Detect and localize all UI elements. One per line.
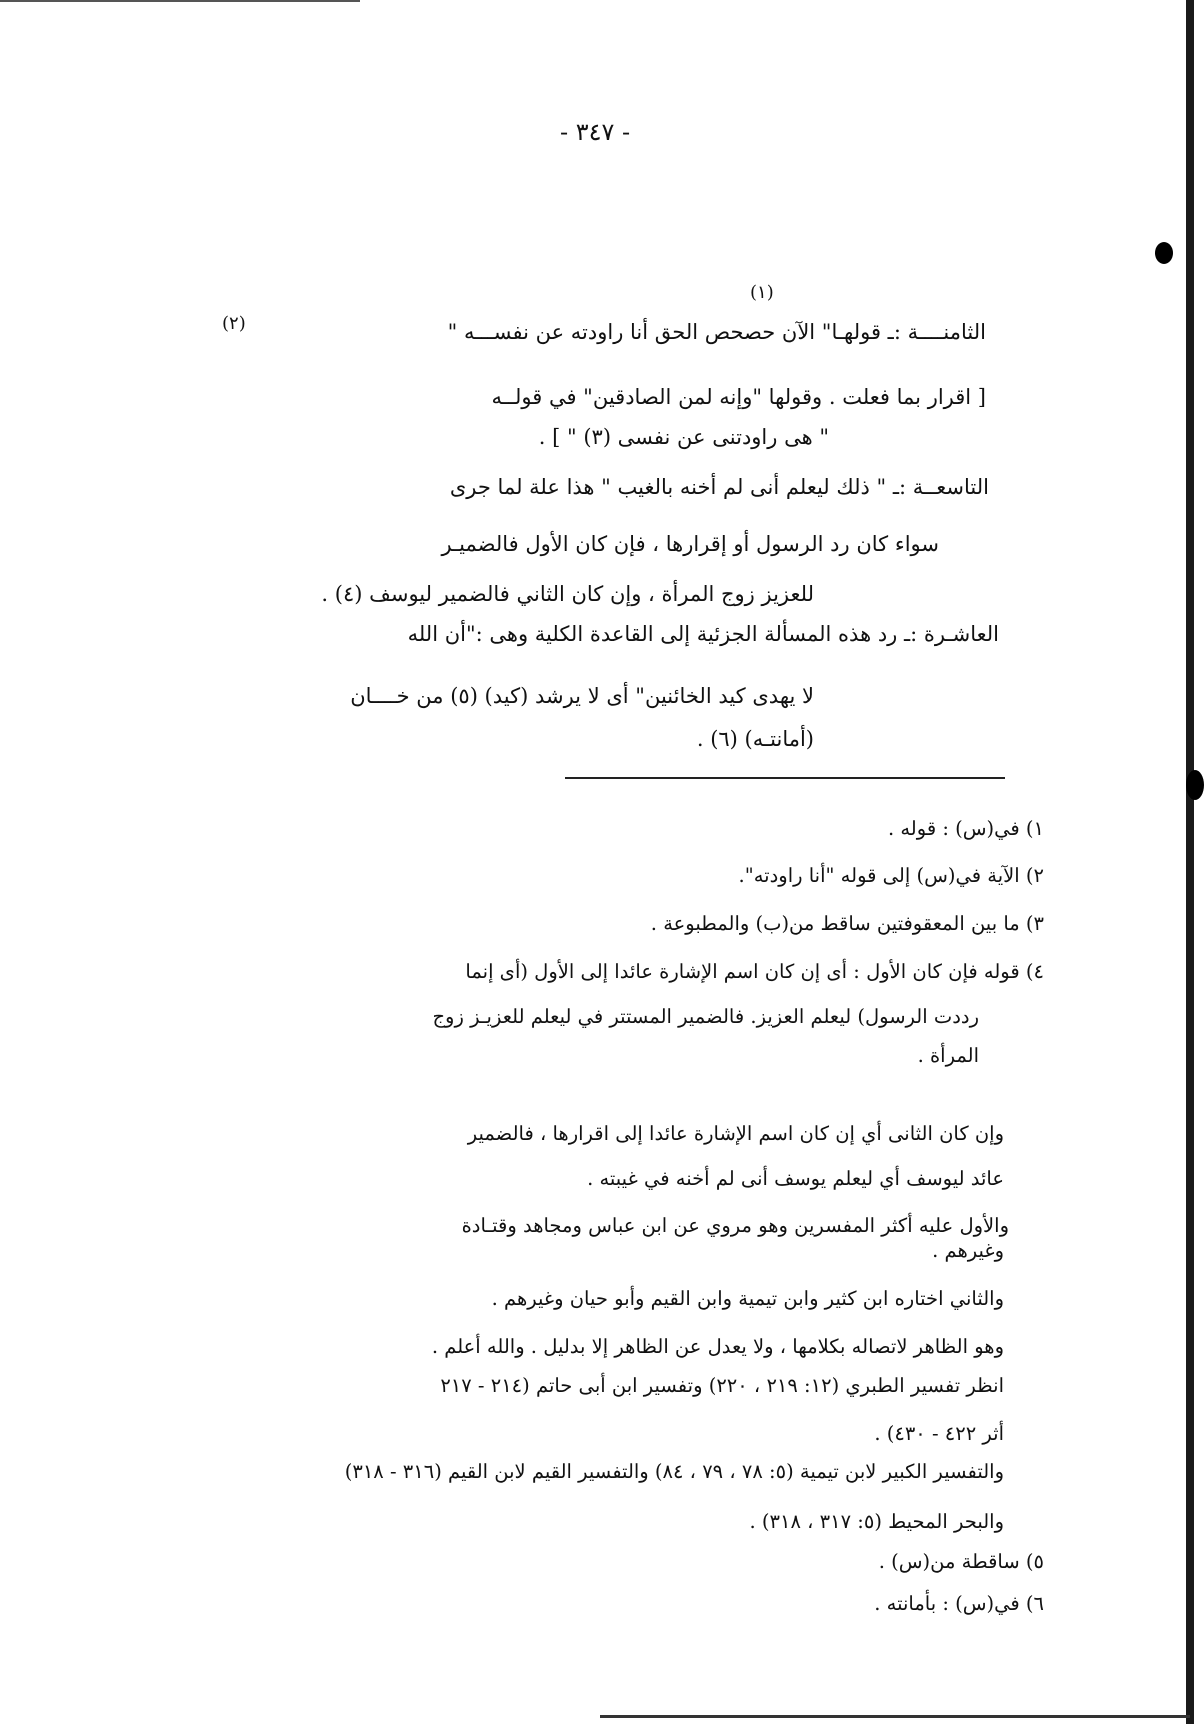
footnote-line: والثاني اختاره ابن كثير وابن تيمية وابن القيم وأبو حيان وغيرهم .: [491, 1287, 1004, 1310]
body-line: الثامنــــة :ـ قولهـا" الآن حصحص الحق أنا راودته عن نفســـه ": [447, 320, 986, 344]
binding-hole-mark: [1186, 770, 1204, 800]
body-line: لا يهدى كيد الخائنين" أى لا يرشد (كيد) (٥) من خــــان: [350, 684, 814, 708]
footnote-line: والبحر المحيط (٥: ٣١٧ ، ٣١٨) .: [749, 1510, 1004, 1533]
body-line: [ اقرار بما فعلت . وقولها "وإنه لمن الصادقين" في قولــه: [491, 385, 986, 409]
body-line: سواء كان رد الرسول أو إقرارها ، فإن كان الأول فالضميـر: [441, 532, 939, 556]
scan-edge-bottom: [600, 1715, 1190, 1718]
footnote-separator: [565, 777, 1005, 779]
body-line: (أمانتـه) (٦) .: [696, 727, 814, 751]
footnote-line: والتفسير الكبير لابن تيمية (٥: ٧٨ ، ٧٩ ، ٨٤) والتفسير القيم لابن القيم (٣١٦ - ٣١٨): [344, 1460, 1004, 1483]
footnote-line: وهو الظاهر لاتصاله بكلامها ، ولا يعدل عن الظاهر إلا بدليل . والله أعلم .: [431, 1335, 1004, 1358]
scan-edge-top: [0, 0, 360, 2]
binding-hole-mark: [1155, 242, 1173, 264]
body-line: التاسعــة :ـ " ذلك ليعلم أنى لم أخنه بالغيب " هذا علة لما جرى: [449, 475, 989, 499]
scan-edge-right: [1186, 0, 1194, 1724]
page-number: - ٣٤٧ -: [560, 118, 631, 146]
footnote-line: ٣) ما بين المعقوفتين ساقط من(ب) والمطبوعة .: [650, 912, 1044, 935]
footnote-line: أثر ٤٢٢ - ٤٣٠) .: [874, 1422, 1004, 1445]
footnote-line: وغيرهم .: [932, 1239, 1004, 1262]
footnote-line: انظر تفسير الطبري (١٢: ٢١٩ ، ٢٢٠) وتفسير ابن أبى حاتم (٢١٤ - ٢١٧: [440, 1374, 1004, 1397]
footnote-line: رددت الرسول) ليعلم العزيز. فالضمير المستتر في ليعلم للعزيـز زوج: [432, 1005, 979, 1028]
body-line: للعزيز زوج المرأة ، وإن كان الثاني فالضمير ليوسف (٤) .: [321, 582, 814, 606]
body-line: " هى راودتنى عن نفسى (٣) " ] .: [538, 425, 829, 449]
footnote-line: ٦) في(س) : بأمانته .: [874, 1592, 1044, 1615]
footnote-line: المرأة .: [917, 1044, 979, 1067]
footnote-line: والأول عليه أكثر المفسرين وهو مروي عن ابن عباس ومجاهد وقتـادة: [461, 1214, 1009, 1237]
footnote-marker: (٢): [222, 313, 246, 334]
footnote-marker: (١): [750, 282, 774, 303]
footnote-line: ١) في(س) : قوله .: [887, 817, 1044, 840]
footnote-line: ٤) قوله فإن كان الأول : أى إن كان اسم الإشارة عائدا إلى الأول (أى إنما: [465, 960, 1044, 983]
footnote-line: وإن كان الثانى أي إن كان اسم الإشارة عائدا إلى اقرارها ، فالضمير: [467, 1122, 1004, 1145]
body-line: العاشـرة :ـ رد هذه المسألة الجزئية إلى القاعدة الكلية وهى :"أن الله: [407, 622, 999, 646]
footnote-line: ٢) الآية في(س) إلى قوله "أنا راودته".: [738, 864, 1044, 887]
footnote-line: عائد ليوسف أي ليعلم يوسف أنى لم أخنه في غيبته .: [587, 1167, 1004, 1190]
footnote-line: ٥) ساقطة من(س) .: [878, 1550, 1044, 1573]
